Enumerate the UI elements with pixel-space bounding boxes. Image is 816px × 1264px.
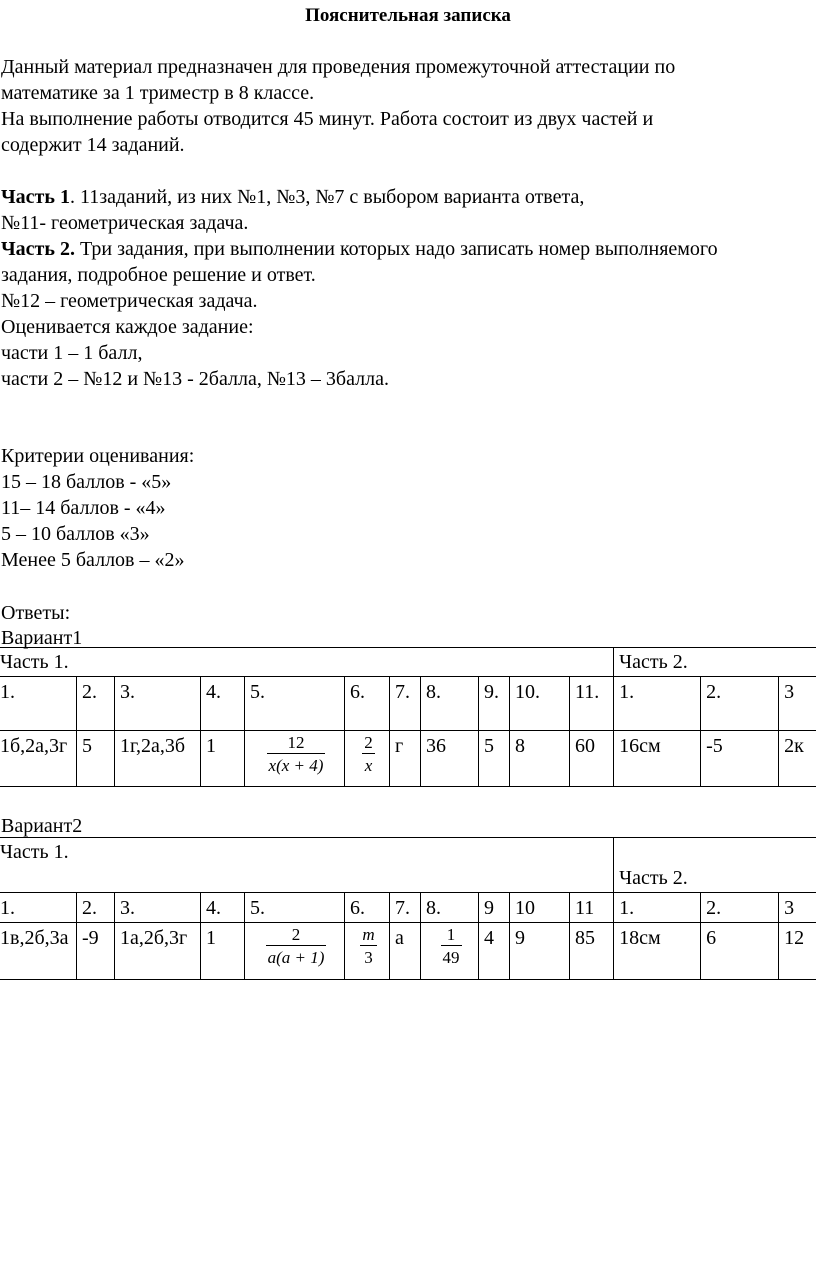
v1-header-cell: 5. <box>245 677 345 731</box>
intro-line-1: Данный материал предназначен для проведения промежуточной аттестации по <box>1 56 676 78</box>
v1-answer-3: 1г,2а,3б <box>115 731 201 787</box>
v1-header-cell: 6. <box>345 677 390 731</box>
v2-answer-3: 1а,2б,3г <box>115 923 201 980</box>
answers-label: Ответы: <box>1 602 71 624</box>
v2-answer-11: 85 <box>570 923 614 980</box>
v1-answer-5 <box>245 731 345 787</box>
variant1-answer-row <box>0 731 816 787</box>
v1-answer-7: г <box>390 731 421 787</box>
fraction-denominator: a(a + 1) <box>267 948 325 967</box>
variant1-part2-cell: Часть 2. <box>614 648 816 677</box>
v1-part2-answer-2: -5 <box>701 731 779 787</box>
criteria-line-3: 5 – 10 баллов «3» <box>1 523 150 545</box>
v2-header-cell: 1. <box>0 893 77 923</box>
scoring-line-2: части 1 – 1 балл, <box>1 342 143 364</box>
v2-header-cell: 10 <box>510 893 570 923</box>
fraction-numerator: 2 <box>364 733 373 752</box>
v1-header-cell: 4. <box>201 677 245 731</box>
v1-answer-9: 5 <box>479 731 510 787</box>
intro-line-2: математике за 1 триместр в 8 классе. <box>1 82 315 104</box>
v2-header-cell: 11 <box>570 893 614 923</box>
fraction-numerator: 12 <box>287 733 305 752</box>
scoring-line-3: части 2 – №12 и №13 - 2балла, №13 – 3балла. <box>1 368 389 390</box>
fraction-denominator: 49 <box>442 948 460 967</box>
variant2-table <box>0 837 816 980</box>
criteria-line-1: 15 – 18 баллов - «5» <box>1 471 172 493</box>
v2-header-cell: 9 <box>479 893 510 923</box>
v1-header-cell: 1. <box>0 677 77 731</box>
v1-header-cell: 2. <box>701 677 779 731</box>
fraction-numerator: m <box>362 925 375 944</box>
v2-header-cell: 7. <box>390 893 421 923</box>
criteria-line-2: 11– 14 баллов - «4» <box>1 497 166 519</box>
v2-part2-answer-3: 12 <box>779 923 816 980</box>
part2-label: Часть 2. <box>1 238 75 260</box>
v2-answer-4: 1 <box>201 923 245 980</box>
v2-answer-8 <box>421 923 479 980</box>
fraction-numerator: 2 <box>291 925 301 944</box>
intro-line-4: содержит 14 заданий. <box>1 134 185 156</box>
v1-part2-answer-1: 16см <box>614 731 701 787</box>
v2-answer-10: 9 <box>510 923 570 980</box>
part1-text-2: №11- геометрическая задача. <box>1 212 249 234</box>
v1-part2-answer-3: 2к <box>779 731 816 787</box>
part1-label: Часть 1 <box>1 186 70 208</box>
fraction <box>267 733 326 776</box>
v2-header-cell: 2. <box>77 893 115 923</box>
v2-part2-answer-2: 6 <box>701 923 779 980</box>
v1-answer-11: 60 <box>570 731 614 787</box>
v1-answer-6 <box>345 731 390 787</box>
variant2-part-row <box>0 838 816 893</box>
criteria-title: Критерии оценивания: <box>1 445 195 467</box>
scoring-line-1: Оценивается каждое задание: <box>1 316 254 338</box>
v1-header-cell: 1. <box>614 677 701 731</box>
v2-header-cell: 5. <box>245 893 345 923</box>
v1-header-cell: 9. <box>479 677 510 731</box>
fraction <box>362 733 375 776</box>
variant2-header-row <box>0 893 816 923</box>
v1-answer-2: 5 <box>77 731 115 787</box>
v1-header-cell: 8. <box>421 677 479 731</box>
fraction-denominator: x(x + 4) <box>268 756 324 775</box>
variant2-part2-cell: Часть 2. <box>614 838 816 893</box>
v2-header-cell: 3. <box>115 893 201 923</box>
fraction <box>360 925 376 968</box>
v1-header-cell: 2. <box>77 677 115 731</box>
part2-text: Три задания, при выполнении которых надо записать номер выполняемого <box>74 238 718 260</box>
part1-description <box>1 184 584 210</box>
variant2-label: Вариант2 <box>1 815 83 837</box>
v2-header-cell: 2. <box>701 893 779 923</box>
v2-answer-5 <box>245 923 345 980</box>
fraction-numerator: 1 <box>446 925 456 944</box>
part2-text-2: задания, подробное решение и ответ. <box>1 264 316 286</box>
v2-answer-2: -9 <box>77 923 115 980</box>
variant1-part1-cell: Часть 1. <box>0 648 614 677</box>
variant2-part1-cell: Часть 1. <box>0 838 614 893</box>
variant1-header-row <box>0 677 816 731</box>
fraction <box>266 925 327 968</box>
v2-answer-7: а <box>390 923 421 980</box>
fraction-denominator: 3 <box>364 948 373 967</box>
v1-answer-1: 1б,2а,3г <box>0 731 77 787</box>
part2-description <box>1 236 718 262</box>
v2-header-cell: 6. <box>345 893 390 923</box>
intro-line-3: На выполнение работы отводится 45 минут. Работа состоит из двух частей и <box>1 108 654 130</box>
v1-answer-8: 36 <box>421 731 479 787</box>
v1-answer-4: 1 <box>201 731 245 787</box>
variant1-part-row <box>0 648 816 677</box>
part2-text-3: №12 – геометрическая задача. <box>1 290 258 312</box>
fraction-denominator: x <box>364 756 373 775</box>
v2-header-cell: 3 <box>779 893 816 923</box>
v1-answer-10: 8 <box>510 731 570 787</box>
variant1-table <box>0 647 816 787</box>
v1-header-cell: 3. <box>115 677 201 731</box>
v2-header-cell: 4. <box>201 893 245 923</box>
v2-answer-1: 1в,2б,3а <box>0 923 77 980</box>
fraction <box>441 925 462 968</box>
v1-header-cell: 7. <box>390 677 421 731</box>
variant1-label: Вариант1 <box>1 627 83 649</box>
criteria-line-4: Менее 5 баллов – «2» <box>1 549 185 571</box>
v2-part2-answer-1: 18см <box>614 923 701 980</box>
variant2-answer-row <box>0 923 816 980</box>
v1-header-cell: 11. <box>570 677 614 731</box>
v1-header-cell: 3 <box>779 677 816 731</box>
v2-answer-6 <box>345 923 390 980</box>
v2-answer-9: 4 <box>479 923 510 980</box>
v2-header-cell: 1. <box>614 893 701 923</box>
part1-text: . 11заданий, из них №1, №3, №7 с выбором варианта ответа, <box>69 186 585 208</box>
v2-header-cell: 8. <box>421 893 479 923</box>
v1-header-cell: 10. <box>510 677 570 731</box>
document-title: Пояснительная записка <box>305 5 511 26</box>
